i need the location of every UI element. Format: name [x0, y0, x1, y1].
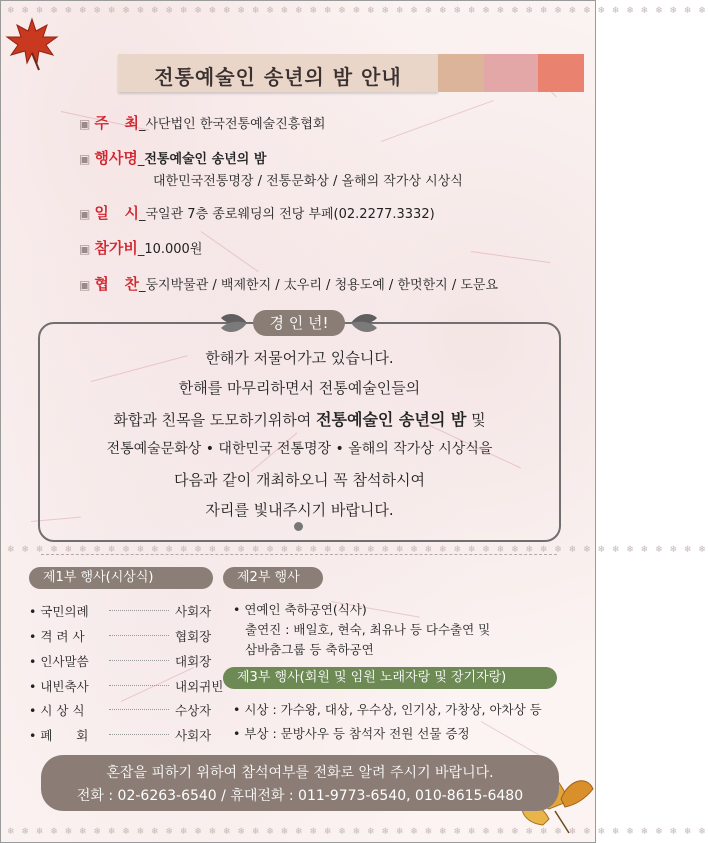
invitation-line-3-post: 및 [466, 411, 486, 429]
sponsor-label: 협 찬 [94, 275, 139, 293]
part3-title: 제3부 행사(회원 및 임원 노래자랑 및 장기자랑) [223, 667, 557, 689]
schedule-item [29, 627, 212, 645]
top-snowflake-border: ❄ ❄ ❄ ❄ ❄ ❄ ❄ ❄ ❄ ❄ ❄ ❄ ❄ ❄ ❄ ❄ ❄ ❄ ❄ ❄ ❄ ❄ ❄ ❄ ❄ ❄ ❄ ❄ ❄ ❄ ❄ ❄ ❄ ❄ ❄ ❄ ❄ ❄ ❄ ❄ ❄ ❄ ❄ ❄ ❄ ❄ ❄ ❄ ❄ [7, 6, 708, 16]
invitation-line-1: 한해가 저물어가고 있습니다. [205, 349, 394, 367]
schedule-item-name: • 내빈축사 [29, 679, 89, 694]
schedule-item [29, 677, 224, 695]
fee-value: 10.000원 [144, 242, 203, 257]
part3-line-1: • 시상 : 가수왕, 대상, 우수상, 인기상, 가창상, 아차상 등 [233, 702, 542, 717]
title-swatch-2 [484, 54, 538, 92]
part3-line-2: • 부상 : 문방사우 등 참석자 전원 선물 증정 [233, 726, 470, 741]
bullet-mark-icon: ▣ [79, 117, 91, 131]
date-row: ▣ 일 시_국일관 7층 종로웨딩의 전당 부페(02.2277.3332) [79, 204, 435, 222]
part2-line-2: 출연진 : 배일호, 현숙, 최유나 등 다수출연 및 [245, 622, 491, 637]
date-value: 국일관 7층 종로웨딩의 전당 부페(02.2277.3332) [145, 207, 435, 222]
contact-footer [41, 755, 559, 811]
host-row: ▣ 주 최_사단법인 한국전통예술진흥협회 [79, 114, 326, 132]
title-swatch-3 [538, 54, 584, 92]
invitation-line-3 [38, 407, 561, 430]
part1-title: 제1부 행사(시상식) [29, 567, 213, 589]
bullet-mark-icon: ▣ [79, 207, 91, 221]
event-value: 전통예술인 송년의 밤 [144, 152, 267, 167]
invitation-event-name: 전통예술인 송년의 밤 [316, 410, 467, 429]
title-swatch-1 [438, 54, 484, 92]
schedule-item-role: 대회장 [175, 654, 212, 669]
date-label: 일 시 [94, 204, 139, 222]
part2-title: 제2부 행사 [223, 567, 323, 589]
invitation-line-6: 자리를 빛내주시기 바랍니다. [205, 501, 394, 519]
schedule-item-role: 내외귀빈 [175, 679, 224, 694]
bullet-mark-icon: ▣ [79, 152, 91, 166]
invitation-tag: 경 인 년! [253, 310, 345, 336]
fee-label: 참가비 [94, 239, 138, 257]
invitation-line-4: 전통예술문화상 • 대한민국 전통명장 • 올해의 작가상 시상식을 [106, 441, 493, 457]
schedule-item-name: • 국민의례 [29, 604, 89, 619]
fee-row: ▣ 참가비_10.000원 [79, 239, 203, 257]
schedule-item-name: • 시 상 식 [29, 703, 85, 718]
part2-line-1: • 연예인 축하공연(식사) [233, 602, 367, 617]
invitation-line-2: 한해를 마무리하면서 전통예술인들의 [178, 379, 421, 397]
sponsor-row: ▣ 협 찬_둥지박물관 / 백제한지 / 太우리 / 청용도예 / 한멋한지 / 도문요 [79, 275, 498, 293]
host-label: 주 최 [94, 114, 139, 132]
schedule-item-name: • 폐 회 [29, 728, 89, 743]
leaf-ornament-left-icon [219, 310, 249, 336]
host-value: 사단법인 한국전통예술진흥협회 [145, 117, 326, 132]
sponsor-value: 둥지박물관 / 백제한지 / 太우리 / 청용도예 / 한멋한지 / 도문요 [145, 278, 498, 293]
invitation-line-5: 다음과 같이 개최하오니 꼭 참석하시여 [174, 471, 425, 489]
middle-snowflake-border: ❄ ❄ ❄ ❄ ❄ ❄ ❄ ❄ ❄ ❄ ❄ ❄ ❄ ❄ ❄ ❄ ❄ ❄ ❄ ❄ ❄ ❄ ❄ ❄ ❄ ❄ ❄ ❄ ❄ ❄ ❄ ❄ ❄ ❄ ❄ ❄ ❄ ❄ ❄ ❄ ❄ ❄ ❄ ❄ ❄ ❄ ❄ ❄ ❄ [7, 545, 708, 555]
event-row: ▣ 행사명_전통예술인 송년의 밤 [79, 149, 267, 167]
maple-leaf-icon [3, 15, 61, 71]
event-label: 행사명 [94, 149, 138, 167]
bottom-snowflake-border: ❄ ❄ ❄ ❄ ❄ ❄ ❄ ❄ ❄ ❄ ❄ ❄ ❄ ❄ ❄ ❄ ❄ ❄ ❄ ❄ ❄ ❄ ❄ ❄ ❄ ❄ ❄ ❄ ❄ ❄ ❄ ❄ ❄ ❄ ❄ ❄ ❄ ❄ ❄ ❄ ❄ ❄ ❄ ❄ ❄ ❄ ❄ ❄ ❄ [7, 827, 708, 837]
footer-notice: 혼잡을 피하기 위하여 참석여부를 전화로 알려 주시기 바랍니다. [106, 765, 494, 781]
event-subtitle: 대한민국전통명장 / 전통문화상 / 올해의 작가상 시상식 [153, 174, 463, 189]
schedule-item-role: 수상자 [175, 703, 212, 718]
page-title: 전통예술인 송년의 밤 안내 [154, 65, 402, 89]
leaf-ornament-right-icon [349, 310, 379, 336]
schedule-item-role: 사회자 [175, 604, 212, 619]
schedule-item-name: • 격 려 사 [29, 629, 85, 644]
schedule-item [29, 602, 212, 620]
title-banner [118, 54, 438, 92]
footer-phone: 전화 : 02-6263-6540 / 휴대전화 : 011-9773-6540, 010-8615-6480 [76, 788, 524, 804]
bullet-mark-icon: ▣ [79, 278, 91, 292]
schedule-item [29, 652, 212, 670]
section-divider [41, 554, 557, 555]
schedule-item-role: 사회자 [175, 728, 212, 743]
schedule-item [29, 726, 212, 744]
bullet-mark-icon: ▣ [79, 242, 91, 256]
schedule-item-name: • 인사말씀 [29, 654, 89, 669]
invitation-dot [294, 522, 303, 531]
part2-line-3: 삼바춤그룹 등 축하공연 [245, 642, 374, 657]
schedule-item-role: 협회장 [175, 629, 212, 644]
schedule-item [29, 701, 212, 719]
invitation-line-3-pre: 화합과 친목을 도모하기위하여 [113, 411, 317, 429]
